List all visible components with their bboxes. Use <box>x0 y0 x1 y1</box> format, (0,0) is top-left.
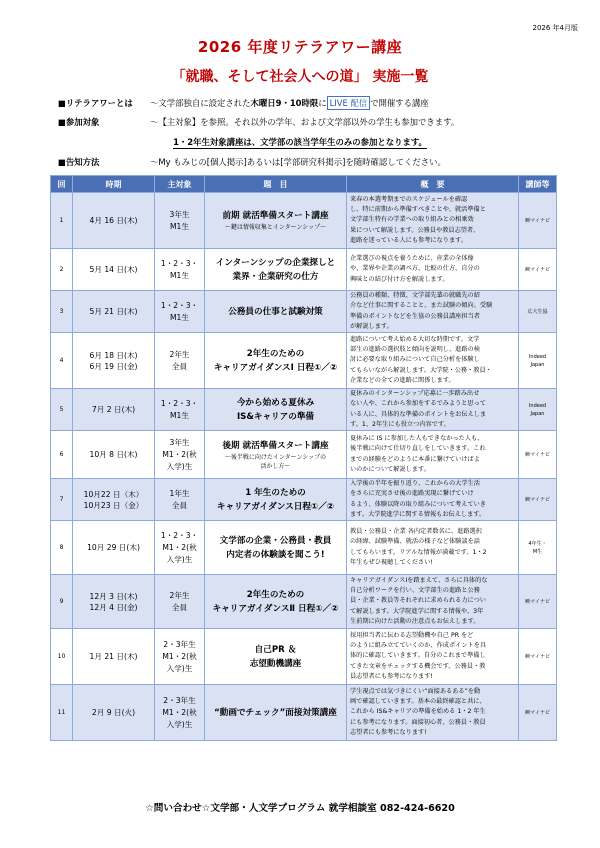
session-instructor <box>519 193 557 249</box>
session-overview-line: いのかについて解説します。 <box>350 465 430 473</box>
session-number: 10 <box>51 629 73 685</box>
title-line: インターンシップの企業探しと <box>215 257 336 268</box>
session-instructor-line: Japan <box>530 361 545 368</box>
session-overview-line: のように組み立てていくのか、作成ポイントを具 <box>350 642 487 650</box>
session-instructor-line: ㈱マイナビ <box>525 266 550 273</box>
session-title <box>205 193 347 249</box>
table-row <box>51 629 557 685</box>
page-title: 2026 年度リテラアワー講座 <box>197 38 403 56</box>
session-date <box>73 333 155 389</box>
target-text: ～【主対象】を参照。それ以外の学年、および文学部以外の学生も参加できます。 <box>150 117 460 127</box>
session-instructor-line: 4年生・ <box>528 540 547 547</box>
session-overview-line: 生前期に向けた活動の注意点もお伝えします。 <box>350 617 480 625</box>
session-instructor-line: M生 <box>532 548 543 555</box>
session-title <box>205 249 347 291</box>
session-subtitle-line: ～後半戦に向けたインターンシップの <box>224 453 327 461</box>
session-date-line: 10月23 日（金） <box>83 500 144 510</box>
session-date <box>73 575 155 629</box>
session-target <box>155 431 205 479</box>
session-target-line: M1生 <box>170 410 189 420</box>
session-number: 7 <box>51 479 73 521</box>
session-overview-line: 員志望者にも参考になります! <box>350 672 433 680</box>
title-line: 自己PR ＆ <box>254 644 297 655</box>
session-overview-line: 進路について考え始める大切な時期です。文学 <box>350 335 480 343</box>
table-row <box>51 333 557 389</box>
session-overview-line: 自己分析ワークを行い、文学部生の進路と公務 <box>350 587 480 595</box>
session-overview-line: の経緯、試験準備、就活の様子など体験談を話 <box>350 538 480 546</box>
session-overview-line: 公務員の種類、特徴、文学部先輩の就職先の紹 <box>350 292 480 300</box>
session-overview-line: 教員・公務員・企業 各内定者数名に、進路選択 <box>350 528 482 536</box>
session-target-line: M1・2(秋 <box>162 542 197 552</box>
session-date <box>73 193 155 249</box>
session-overview <box>347 479 519 521</box>
session-target <box>155 291 205 333</box>
session-instructor <box>519 389 557 431</box>
session-target <box>155 249 205 291</box>
title-line: 志望動機講座 <box>249 658 302 669</box>
session-instructor-line: ㈱マイナビ <box>525 653 550 660</box>
header-target: 主対象 <box>155 176 205 193</box>
session-title <box>205 291 347 333</box>
table-row <box>51 389 557 431</box>
session-overview-line: をさらに充実させ後の進路実現に繋げていけ <box>350 490 474 498</box>
session-target-line: 3年生 <box>169 437 190 447</box>
session-target-line: 入学)生 <box>166 663 193 673</box>
session-title <box>205 389 347 431</box>
session-title <box>205 575 347 629</box>
session-overview-line: 員・企業・教員等それぞれに求められる力につい <box>350 597 486 605</box>
session-target-line: 1・2・3・ <box>160 398 199 408</box>
session-number: 1 <box>51 193 73 249</box>
session-instructor <box>519 333 557 389</box>
session-target-line: 2・3年生 <box>163 639 196 649</box>
contact-footer: ☆問い合わせ☆文学部・人文学プログラム 就学相談室 082-424-6620 <box>145 803 455 814</box>
session-title <box>205 431 347 479</box>
title-line: 後期 就活準備スタート講座 <box>222 440 329 451</box>
session-overview-line: 夏休みのインターンシップ応募に一歩踏み出せ <box>350 390 480 398</box>
session-target-line: M1・2(秋 <box>162 449 197 459</box>
session-number: 3 <box>51 291 73 333</box>
session-overview-line: 志望者にも参考になります! <box>350 728 427 736</box>
header-overview: 概 要 <box>347 176 519 193</box>
info-notice <box>58 156 446 168</box>
session-overview-line: ます。大学院進学に関する情報もお伝えします。 <box>350 510 486 518</box>
session-overview-line: 部生の進路の選択肢と傾向を説明し、進路の検 <box>350 346 480 354</box>
session-overview-line: 進路を迷っている人にも参考になります。 <box>350 236 468 244</box>
session-instructor-line: ㈱マイナビ <box>525 598 550 605</box>
session-target <box>155 575 205 629</box>
session-target-line: M1・2(秋 <box>162 651 197 661</box>
session-overview-line: 画で確認していきます。基本の最終確認と共に、 <box>350 698 486 706</box>
title-line: 2年生のための <box>246 589 305 600</box>
session-date-line: 7月 2 日(木) <box>91 405 136 414</box>
session-overview-line: 年生もぜひ視聴してください! <box>350 558 433 566</box>
table-header-row <box>51 176 557 193</box>
session-number: 2 <box>51 249 73 291</box>
info-target <box>58 116 459 128</box>
session-overview-line: 文学部生特有の学業への取り組みとの相乗効 <box>350 216 474 224</box>
session-instructor-line: Indeed <box>528 402 547 409</box>
session-date-line: 10月 8 日(木) <box>89 450 138 459</box>
schedule-table <box>50 175 557 741</box>
session-target <box>155 389 205 431</box>
session-overview-line: までの経験をどのように本番に繋げていけばよ <box>350 455 480 463</box>
session-instructor <box>519 291 557 333</box>
session-instructor <box>519 521 557 575</box>
session-overview-line: が解説します。 <box>350 322 393 330</box>
session-target-line: 3年生 <box>169 209 190 219</box>
session-target <box>155 629 205 685</box>
session-instructor-line: ㈱マイナビ <box>525 451 550 458</box>
session-title <box>205 479 347 521</box>
session-overview <box>347 193 519 249</box>
table-row <box>51 431 557 479</box>
title-line: 今から始める夏休み <box>236 397 315 408</box>
session-date-line: 5月 14 日(木) <box>89 265 138 274</box>
session-overview <box>347 629 519 685</box>
title-line: 公務員の仕事と試験対策 <box>228 306 323 317</box>
table-row <box>51 479 557 521</box>
session-overview-line: 準備のポイントなどを生協の公務員講座担当者 <box>350 312 480 320</box>
session-instructor <box>519 479 557 521</box>
session-overview-line: 入学後の半年を振り返り、これからの大学生活 <box>350 480 480 488</box>
session-overview-line: キャリアガイダンスⅠを踏まえて、さらに具体的な <box>350 576 488 584</box>
session-number: 6 <box>51 431 73 479</box>
session-overview-line: ない人や、これから参加をするでみようと思って <box>350 400 486 408</box>
session-target-line: M1生 <box>170 312 189 322</box>
session-target-line: 2・3年生 <box>163 695 196 705</box>
session-overview <box>347 291 519 333</box>
session-date <box>73 291 155 333</box>
session-number: 4 <box>51 333 73 389</box>
session-instructor-line: Indeed <box>528 353 547 360</box>
session-target-line: 入学)生 <box>166 461 193 471</box>
session-overview-line: 興味との結び付け方を解説します。 <box>350 275 449 283</box>
session-overview <box>347 249 519 291</box>
header-no: 回 <box>51 176 73 193</box>
session-title <box>205 629 347 685</box>
session-date <box>73 431 155 479</box>
table-row <box>51 291 557 333</box>
session-overview <box>347 521 519 575</box>
session-date-line: 2月 9 日(火) <box>91 708 136 717</box>
session-date <box>73 521 155 575</box>
about-label: ■リテラアワーとは <box>58 98 133 108</box>
table-row <box>51 575 557 629</box>
session-number: 5 <box>51 389 73 431</box>
session-date-line: 5月 21 日(木) <box>89 307 138 316</box>
session-overview-line: 企業などの全ての進路に関係します。 <box>350 376 455 384</box>
session-overview-line: 採用担当者に伝わる志望動機や自己 PR をど <box>350 631 474 639</box>
session-instructor-line: ㈱マイナビ <box>525 709 550 716</box>
about-text-bold: 木曜日9・10時限 <box>250 98 319 108</box>
session-overview-line: し、特に前期から準備すべきことや、就活準備と <box>350 206 486 214</box>
about-text-mid: に <box>318 98 327 108</box>
session-target <box>155 685 205 741</box>
session-target <box>155 333 205 389</box>
title-line: “動画でチェック”面接対策講座 <box>214 707 337 718</box>
session-date <box>73 685 155 741</box>
session-target-line: 全員 <box>171 500 188 510</box>
about-text-pre: ～文学部独自に設定された <box>150 98 251 108</box>
session-date-line: 4月 16 日(木) <box>89 216 138 225</box>
session-overview <box>347 333 519 389</box>
title-line: キャリアガイダンス日程①／② <box>216 501 335 512</box>
session-title <box>205 521 347 575</box>
session-date-line: 6月 18 日(木) <box>89 350 138 360</box>
session-title <box>205 685 347 741</box>
session-number: 11 <box>51 685 73 741</box>
session-target-line: M1生 <box>170 221 189 231</box>
session-instructor-line: ㈱マイナビ <box>525 496 550 503</box>
session-instructor-line: Japan <box>530 410 545 417</box>
title-line: 1 年生のための <box>245 487 306 498</box>
session-date-line: 12月 4 日(金) <box>89 602 138 612</box>
session-date <box>73 389 155 431</box>
session-overview-line: にも参考になります。面接初心者、公務員・教員 <box>350 718 486 726</box>
version-label: 2026 年4月版 <box>532 24 578 32</box>
session-target-line: 2年生 <box>169 349 190 359</box>
session-date-line: 1月 21 日(木) <box>89 652 138 661</box>
session-overview-line: てきた文章をチェックする機会です。公務員・教 <box>350 662 486 670</box>
live-badge: LIVE 配信 <box>327 96 371 110</box>
session-overview-line: す。1、2年生にも役立つ内容です。 <box>350 420 450 428</box>
target-label: ■参加対象 <box>58 117 100 127</box>
table-row <box>51 685 557 741</box>
notice-label: ■告知方法 <box>58 157 100 167</box>
session-target <box>155 521 205 575</box>
session-overview-line: いる人に、具体的な準備のポイントをお伝えしま <box>350 410 487 418</box>
session-overview-line: 学生視点では気づきにくい“面接あるある”を動 <box>350 687 481 695</box>
session-date <box>73 629 155 685</box>
session-overview <box>347 389 519 431</box>
session-target-line: 1・2・3・ <box>160 258 199 268</box>
title-line: 内定者の体験談を聞こう! <box>226 549 325 560</box>
notice-text: ～My もみじの[個人掲示]あるいは[学部研究科掲示]を随時確認してください。 <box>150 157 446 167</box>
session-target-line: 入学)生 <box>166 554 193 564</box>
session-date <box>73 479 155 521</box>
session-overview-line: 体的に確認していきます。自分のこれまで準備し <box>350 652 486 660</box>
session-target-line: 2年生 <box>169 590 190 600</box>
session-target-line: 入学)生 <box>166 719 193 729</box>
session-overview-line: 夏休みに IS に参加した人もできなかった人も、 <box>350 435 484 443</box>
session-instructor <box>519 685 557 741</box>
session-overview-line: してもらいます。リアルな情報が満載です。1・2 <box>350 548 487 556</box>
session-overview-line: て解説します。大学院進学に関する情報や、3年 <box>350 607 484 615</box>
page-subtitle: 「就職、そして社会人への道」 実施一覧 <box>171 69 429 85</box>
session-number: 9 <box>51 575 73 629</box>
session-date-line: 10月22 日（木） <box>83 489 144 499</box>
session-instructor-line: 広大生協 <box>527 308 548 315</box>
session-overview-line: 討に必要な取り組みについて自己分析を体験し <box>350 356 480 364</box>
title-line: キャリアガイダンスⅡ 日程①／② <box>212 603 339 614</box>
session-overview-line: 介など仕事に関することと、また試験の傾向、受験 <box>350 302 493 310</box>
session-overview-line: るよう、体験以降の取り組みについて考えていき <box>350 500 486 508</box>
session-overview-line: 後半戦に向けて仕切り直しをしていきます。これ <box>350 445 486 453</box>
grade-note: 1・2年生対象講座は、文学部の該当学年生のみの参加となります。 <box>173 137 427 147</box>
session-target-line: 全員 <box>171 361 188 371</box>
session-overview <box>347 431 519 479</box>
session-instructor <box>519 629 557 685</box>
session-instructor <box>519 575 557 629</box>
session-overview <box>347 575 519 629</box>
title-line: キャリアガイダンスⅠ 日程①／② <box>213 362 338 373</box>
table-row <box>51 521 557 575</box>
session-instructor <box>519 249 557 291</box>
session-overview-line: 果について解説します。公務員や教員志望者、 <box>350 226 480 234</box>
session-target-line: M1生 <box>170 270 189 280</box>
session-number: 8 <box>51 521 73 575</box>
title-line: 前期 就活準備スタート講座 <box>222 211 329 221</box>
table-row <box>51 193 557 249</box>
session-overview <box>347 685 519 741</box>
session-overview-line: これから IS&キャリアの準備を始める 1・2 年生 <box>350 708 486 716</box>
header-instructor: 講師等 <box>519 176 557 193</box>
session-instructor-line: ㈱マイナビ <box>525 217 550 224</box>
session-overview-line: てもらいながら解説します。大学院・公務・教員・ <box>350 366 492 374</box>
session-subtitle-line: ～鍵は情報収集とインターンシップ～ <box>224 224 327 231</box>
session-target <box>155 479 205 521</box>
session-target-line: 1年生 <box>169 488 190 498</box>
title-line: 業界・企業研究の仕方 <box>232 271 319 282</box>
session-target-line: M1・2(秋 <box>162 707 197 717</box>
info-about <box>58 96 429 110</box>
session-overview-line: 来春の本選考期までのスケジュールを確認 <box>350 195 468 203</box>
title-line: IS&キャリアの準備 <box>236 411 315 422</box>
about-text-post: で開催する講座 <box>370 98 429 108</box>
session-target-line: 1・2・3・ <box>160 300 199 310</box>
session-overview-line: や、業界や企業の調べ方、比較の仕方、自分の <box>350 265 480 273</box>
session-date-line: 6月 19 日(金) <box>89 361 138 371</box>
session-target-line: 全員 <box>171 602 188 612</box>
session-overview-line: 企業選びの視点を養うために、産業の全体像 <box>350 255 474 263</box>
session-subtitle-line: 活かし方～ <box>260 462 291 470</box>
session-title <box>205 333 347 389</box>
header-date: 時期 <box>73 176 155 193</box>
session-instructor <box>519 431 557 479</box>
session-date <box>73 249 155 291</box>
title-line: 文学部の企業・公務員・教員 <box>219 535 332 546</box>
session-date-line: 10月 29 日(木) <box>87 543 140 552</box>
session-target-line: 1・2・3・ <box>160 530 199 540</box>
title-line: 2年生のための <box>246 348 305 359</box>
session-target <box>155 193 205 249</box>
session-date-line: 12月 3 日(木) <box>89 591 138 601</box>
table-row <box>51 249 557 291</box>
header-title: 題 目 <box>205 176 347 193</box>
